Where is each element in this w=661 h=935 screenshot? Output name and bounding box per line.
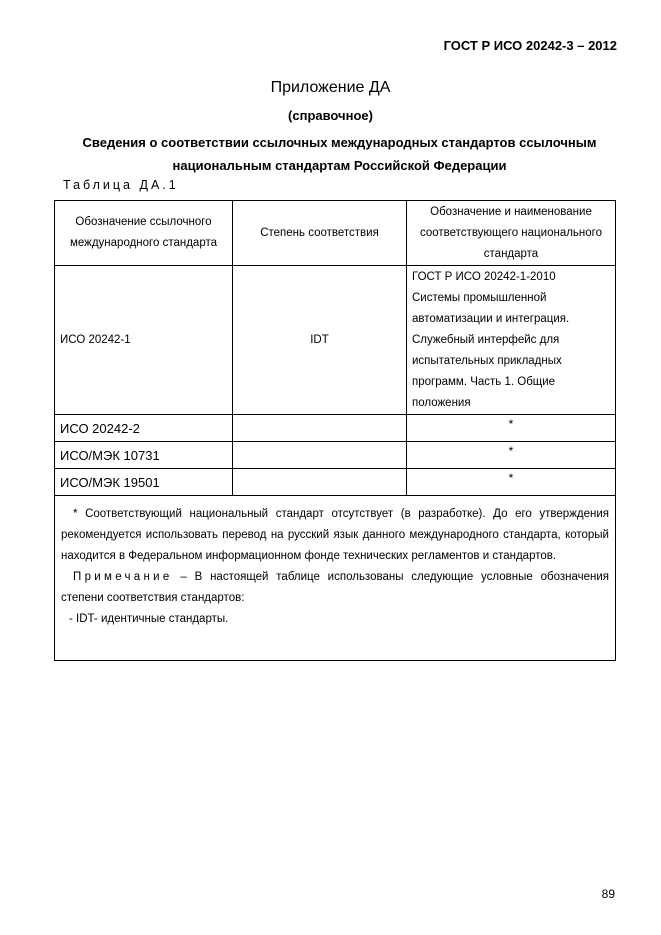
cell-national: * bbox=[407, 469, 616, 496]
table-row bbox=[55, 469, 616, 496]
remark-label: Примечание bbox=[73, 571, 173, 583]
cell-degree bbox=[233, 469, 407, 496]
page-number: 89 bbox=[601, 887, 615, 901]
cell-national bbox=[407, 266, 616, 415]
table-row bbox=[55, 442, 616, 469]
cell-degree: IDT bbox=[233, 266, 407, 415]
header-text: соответствующего национального bbox=[419, 226, 602, 239]
header-text: Обозначение и наименование bbox=[430, 205, 592, 218]
header-text: стандарта bbox=[483, 247, 539, 260]
national-line: автоматизации и интеграция. bbox=[412, 313, 570, 325]
remark-text bbox=[61, 567, 609, 609]
table-note-row bbox=[55, 496, 616, 661]
national-line: Служебный интерфейс для bbox=[412, 334, 560, 346]
cell-standard: ИСО/МЭК 19501 bbox=[55, 469, 233, 496]
header-cell-international bbox=[55, 201, 233, 266]
heading-line-2: национальным стандартам Российской Федерации bbox=[172, 158, 507, 173]
cell-degree bbox=[233, 442, 407, 469]
idt-definition: - IDT- идентичные стандарты. bbox=[69, 613, 229, 625]
national-line: испытательных прикладных bbox=[412, 355, 562, 367]
table-header-row bbox=[55, 201, 616, 266]
header-cell-national bbox=[407, 201, 616, 266]
header-text: Степень соответствия bbox=[260, 226, 379, 239]
footnote-text: * Соответствующий национальный стандарт отсутствует (в разработке). До его утверждения рекомендуется использовать перевод на русский язык данного международного стандарта, который находится в Федеральном информационном фонде технических регламентов и стандартов. bbox=[61, 508, 609, 562]
header-text: Обозначение ссылочного bbox=[75, 216, 212, 228]
remark-body: – В настоящей таблице использованы следующие условные обозначения степени соответствия стандартов: bbox=[61, 571, 609, 604]
cell-national: * bbox=[407, 415, 616, 442]
cell-standard: ИСО 20242-1 bbox=[55, 266, 233, 415]
appendix-heading bbox=[62, 131, 617, 177]
cell-national: * bbox=[407, 442, 616, 469]
header-cell-degree bbox=[233, 201, 407, 266]
national-line: Системы промышленной bbox=[412, 292, 547, 304]
header-text: международного стандарта bbox=[69, 237, 218, 249]
table-row bbox=[55, 415, 616, 442]
cell-degree bbox=[233, 415, 407, 442]
document-header: ГОСТ Р ИСО 20242-3 – 2012 bbox=[443, 38, 617, 53]
table-note-cell bbox=[55, 496, 616, 661]
table-row bbox=[55, 266, 616, 415]
cell-standard: ИСО 20242-2 bbox=[55, 415, 233, 442]
table-label: Таблица ДА.1 bbox=[63, 178, 179, 192]
national-line: ГОСТ Р ИСО 20242-1-2010 bbox=[412, 271, 556, 283]
heading-line-1: Сведения о соответствии ссылочных международных стандартов ссылочным bbox=[82, 135, 597, 150]
cell-standard: ИСО/МЭК 10731 bbox=[55, 442, 233, 469]
national-line: положения bbox=[412, 397, 471, 409]
national-line: программ. Часть 1. Общие bbox=[412, 376, 556, 388]
appendix-title: Приложение ДА bbox=[270, 79, 391, 96]
appendix-subtitle: (справочное) bbox=[288, 108, 373, 123]
correspondence-table bbox=[54, 200, 616, 661]
